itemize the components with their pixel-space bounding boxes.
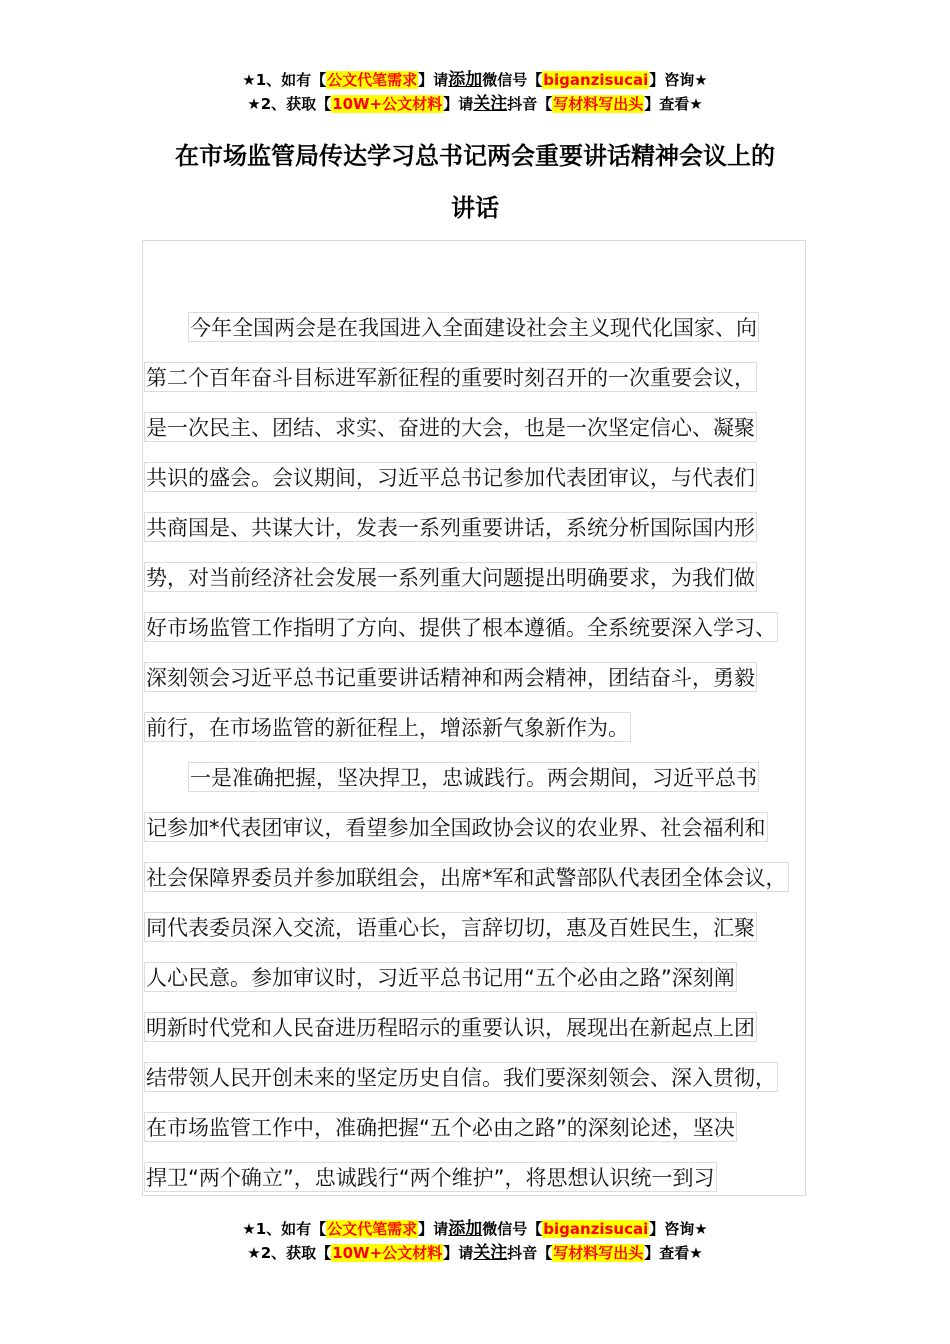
text-line: 捍卫“两个确立”，忠诚践行“两个维护”，将思想认识统一到习	[144, 1162, 717, 1192]
text-line: 今年全国两会是在我国进入全面建设社会主义现代化国家、向	[188, 312, 759, 342]
highlight-materials: 10W+公文材料	[332, 95, 443, 113]
highlight-wechat-id: biganzisucai	[543, 1220, 649, 1238]
text-line: 势，对当前经济社会发展一系列重大问题提出明确要求，为我们做	[144, 562, 757, 592]
document-title	[60, 130, 890, 234]
promo-line-2: ★2、获取【10W+公文材料】请关注抖音【写材料写出头】查看★	[247, 1243, 703, 1263]
text-line: 共识的盛会。会议期间，习近平总书记参加代表团审议，与代表们	[144, 462, 757, 492]
top-promo-banner	[0, 68, 950, 116]
text-line: 人心民意。参加审议时，习近平总书记用“五个必由之路”深刻阐	[144, 962, 737, 992]
highlight-douyin-id: 写材料写出头	[553, 95, 644, 113]
highlight-service: 公文代笔需求	[327, 1220, 418, 1238]
text-line: 一是准确把握，坚决捍卫，忠诚践行。两会期间，习近平总书	[188, 762, 759, 792]
promo-line-1: ★1、如有【公文代笔需求】请添加微信号【biganzisucai】咨询★	[242, 70, 708, 90]
title-line-1: 在市场监管局传达学习总书记两会重要讲话精神会议上的	[175, 142, 775, 170]
highlight-wechat-id: biganzisucai	[543, 71, 649, 89]
text-line: 深刻领会习近平总书记重要讲话精神和两会精神，团结奋斗，勇毅	[144, 662, 757, 692]
text-line: 同代表委员深入交流，语重心长，言辞切切，惠及百姓民生，汇聚	[144, 912, 757, 942]
text-line: 明新时代党和人民奋进历程昭示的重要认识，展现出在新起点上团	[144, 1012, 757, 1042]
highlight-service: 公文代笔需求	[327, 71, 418, 89]
text-line: 第二个百年奋斗目标进军新征程的重要时刻召开的一次重要会议，	[144, 362, 757, 392]
bottom-promo-banner	[0, 1217, 950, 1265]
text-line: 记参加*代表团审议，看望参加全国政协会议的农业界、社会福利和	[144, 812, 768, 842]
highlight-materials: 10W+公文材料	[332, 1244, 443, 1262]
title-line-2: 讲话	[451, 194, 499, 222]
text-line: 共商国是、共谋大计，发表一系列重要讲话，系统分析国际国内形	[144, 512, 757, 542]
text-line: 社会保障界委员并参加联组会，出席*军和武警部队代表团全体会议，	[144, 862, 789, 892]
text-line: 结带领人民开创未来的坚定历史自信。我们要深刻领会、深入贯彻，	[144, 1062, 778, 1092]
promo-line-1: ★1、如有【公文代笔需求】请添加微信号【biganzisucai】咨询★	[242, 1219, 708, 1239]
highlight-douyin-id: 写材料写出头	[553, 1244, 644, 1262]
text-line: 好市场监管工作指明了方向、提供了根本遵循。全系统要深入学习、	[144, 612, 778, 642]
text-line: 前行，在市场监管的新征程上，增添新气象新作为。	[144, 712, 631, 742]
text-line: 在市场监管工作中，准确把握“五个必由之路”的深刻论述，坚决	[144, 1112, 737, 1142]
promo-line-2: ★2、获取【10W+公文材料】请关注抖音【写材料写出头】查看★	[247, 94, 703, 114]
text-line: 是一次民主、团结、求实、奋进的大会，也是一次坚定信心、凝聚	[144, 412, 757, 442]
